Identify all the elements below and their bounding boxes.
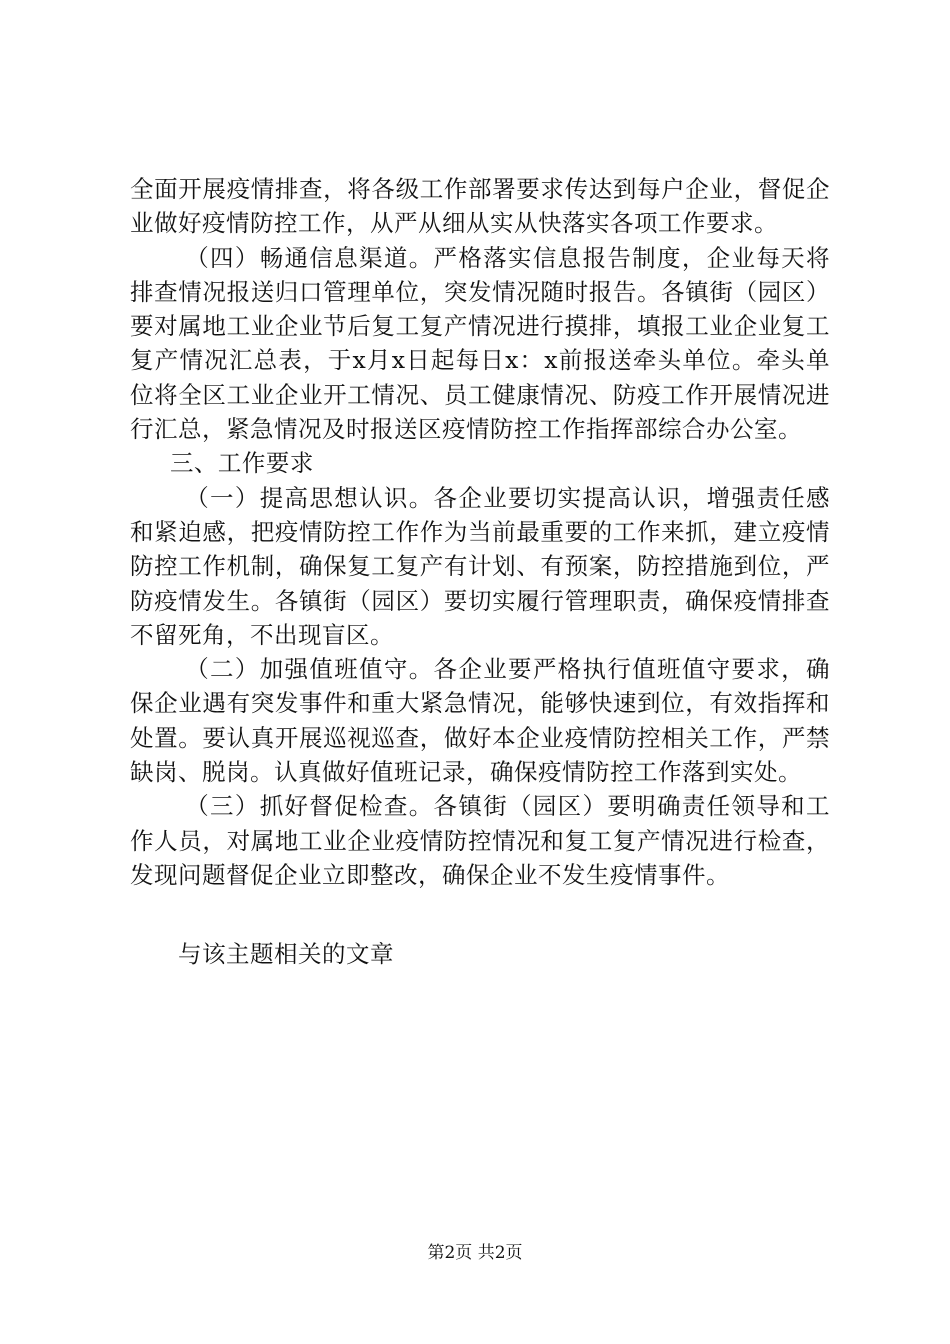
section-heading-work-requirements: 三、工作要求 bbox=[169, 449, 314, 478]
document-body bbox=[130, 172, 830, 892]
paragraph-requirement-two: （二）加强值班值守。各企业要严格执行值班值守要求，确保企业遇有突发事件和重大紧急情况，能够快速到位，有效指挥和处置。要认真开展巡视巡查，做好本企业疫情防控相关工作，严禁缺岗、脱岗。认真做好值班记录，确保疫情防控工作落到实处。 bbox=[130, 655, 830, 787]
related-articles-heading[interactable]: 与该主题相关的文章 bbox=[178, 940, 394, 968]
paragraph-continuation: 全面开展疫情排查，将各级工作部署要求传达到每户企业，督促企业做好疫情防控工作，从严从细从实从快落实各项工作要求。 bbox=[130, 175, 830, 238]
page-footer: 第2页 共2页 bbox=[427, 1243, 523, 1263]
paragraph-requirement-three: （三）抓好督促检查。各镇街（园区）要明确责任领导和工作人员，对属地工业企业疫情防控情况和复工复产情况进行检查，发现问题督促企业立即整改，确保企业不发生疫情事件。 bbox=[130, 792, 830, 889]
paragraph-section-four: （四）畅通信息渠道。严格落实信息报告制度，企业每天将排查情况报送归口管理单位，突发情况随时报告。各镇街（园区）要对属地工业企业节后复工复产情况进行摸排，填报工业企业复工复产情况汇总表，于x月x日起每日x：x前报送牵头单位。牵头单位将全区工业企业开工情况、员工健康情况、防疫工作开展情况进行汇总，紧急情况及时报送区疫情防控工作指挥部综合办公室。 bbox=[130, 243, 830, 444]
paragraph-requirement-one: （一）提高思想认识。各企业要切实提高认识，增强责任感和紧迫感，把疫情防控工作作为当前最重要的工作来抓，建立疫情防控工作机制，确保复工复产有计划、有预案，防控措施到位，严防疫情发生。各镇街（园区）要切实履行管理职责，确保疫情排查不留死角，不出现盲区。 bbox=[130, 483, 830, 649]
